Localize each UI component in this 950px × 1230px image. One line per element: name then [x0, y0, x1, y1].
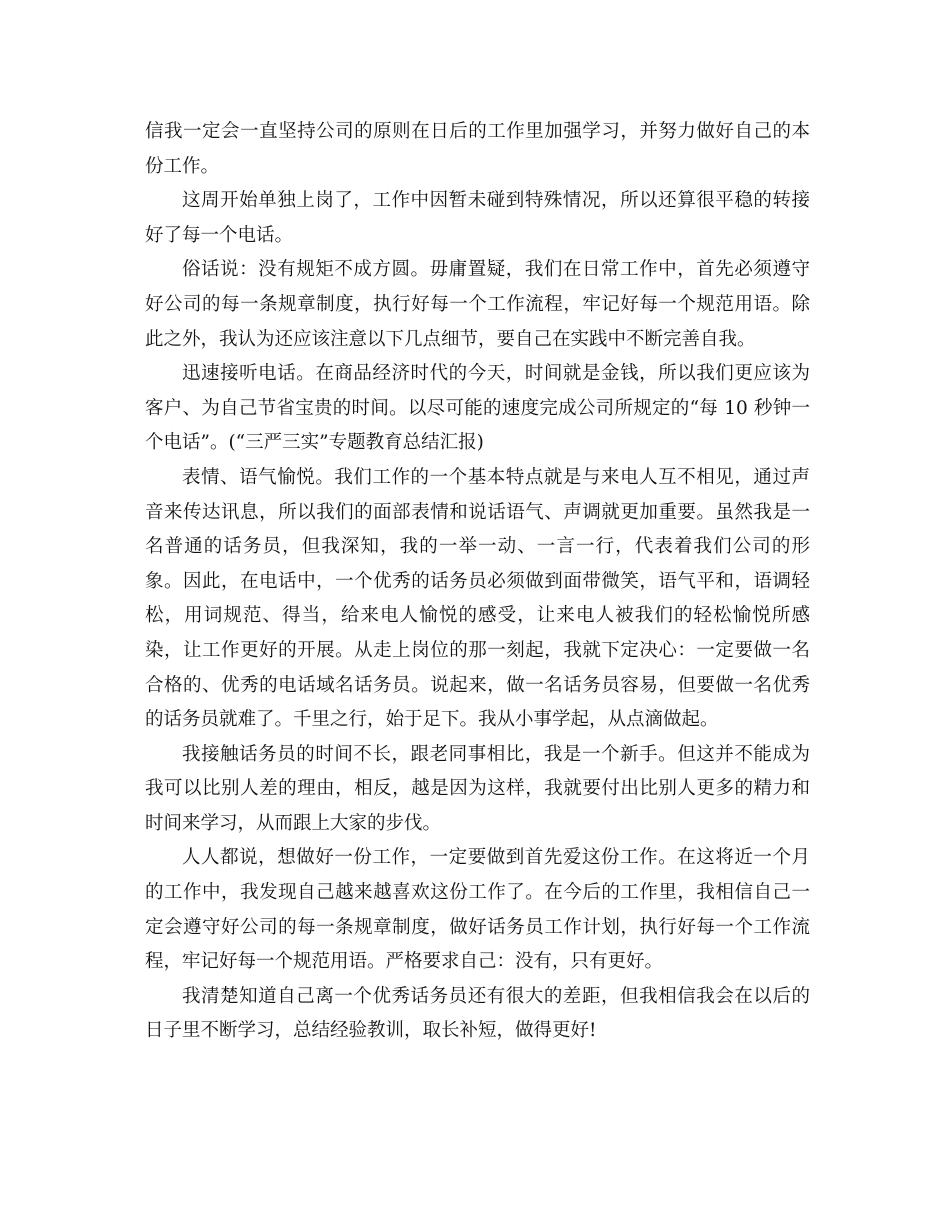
- document-body: [145, 115, 810, 1049]
- paragraph-2: 这周开始单独上岗了，工作中因暂未碰到特殊情况，所以还算很平稳的转接好了每一个电话。: [145, 190, 810, 246]
- paragraph-7: 人人都说，想做好一份工作，一定要做到首先爱这份工作。在这将近一个月的工作中，我发现自己越来越喜欢这份工作了。在今后的工作里，我相信自己一定会遵守好公司的每一条规章制度，做好话务员工作计划，执行好每一个工作流程，牢记好每一个规范用语。严格要求自己：没有，只有更好。: [145, 847, 810, 973]
- paragraph-4: 迅速接听电话。在商品经济时代的今天，时间就是金钱，所以我们更应该为客户、为自己节省宝贵的时间。以尽可能的速度完成公司所规定的“每 10 秒钟一个电话”。(“三严三实”专题教育总结汇报): [145, 363, 810, 454]
- paragraph-1: 信我一定会一直坚持公司的原则在日后的工作里加强学习，并努力做好自己的本份工作。: [145, 121, 810, 177]
- paragraph-3: 俗话说：没有规矩不成方圆。毋庸置疑，我们在日常工作中，首先必须遵守好公司的每一条规章制度，执行好每一个工作流程，牢记好每一个规范用语。除此之外，我认为还应该注意以下几点细节，要自己在实践中不断完善自我。: [145, 259, 810, 350]
- paragraph-5: 表情、语气愉悦。我们工作的一个基本特点就是与来电人互不相见，通过声音来传达讯息，所以我们的面部表情和说话语气、声调就更加重要。虽然我是一名普通的话务员，但我深知，我的一举一动、一言一行，代表着我们公司的形象。因此，在电话中，一个优秀的话务员必须做到面带微笑，语气平和，语调轻松，用词规范、得当，给来电人愉悦的感受，让来电人被我们的轻松愉悦所感染，让工作更好的开展。从走上岗位的那一刻起，我就下定决心：一定要做一名合格的、优秀的电话域名话务员。说起来，做一名话务员容易，但要做一名优秀的话务员就难了。千里之行，始于足下。我从小事学起，从点滴做起。: [145, 466, 810, 731]
- paragraph-6: 我接触话务员的时间不长，跟老同事相比，我是一个新手。但这并不能成为我可以比别人差的理由，相反，越是因为这样，我就要付出比别人更多的精力和时间来学习，从而跟上大家的步伐。: [145, 743, 810, 834]
- paragraph-8: 我清楚知道自己离一个优秀话务员还有很大的差距，但我相信我会在以后的日子里不断学习，总结经验教训，取长补短，做得更好!: [145, 985, 810, 1042]
